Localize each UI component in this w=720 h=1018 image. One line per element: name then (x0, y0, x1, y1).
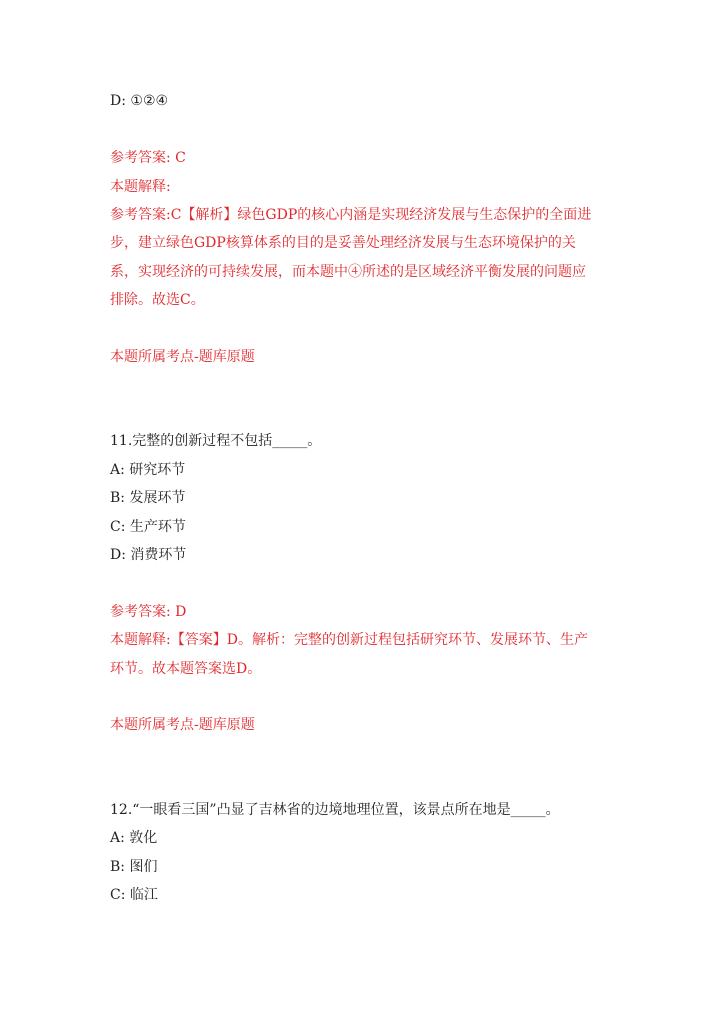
prev-explanation-line: 系，实现经济的可持续发展，而本题中④所述的是区域经济平衡发展的问题应 (110, 264, 586, 280)
prev-option-d: D: ①②④ (110, 93, 169, 109)
q12-option-b: B: 图们 (110, 859, 158, 875)
q11-option-b: B: 发展环节 (110, 490, 186, 506)
q11-source: 本题所属考点-题库原题 (110, 717, 255, 733)
prev-answer-label: 参考答案: C (110, 150, 186, 166)
q11-explanation-line: 环节。故本题答案选D。 (110, 661, 262, 677)
q11-option-c: C: 生产环节 (110, 519, 186, 535)
prev-explanation-line: 步，建立绿色GDP核算体系的目的是妥善处理经济发展与生态环境保护的关 (110, 235, 576, 251)
q11-option-a: A: 研究环节 (110, 462, 186, 478)
prev-explanation-label: 本题解释: (110, 179, 171, 195)
prev-source: 本题所属考点-题库原题 (110, 349, 255, 365)
q12-stem: 12.“一眼看三国”凸显了吉林省的边境地理位置，该景点所在地是_____。 (110, 802, 560, 818)
prev-explanation-line: 排除。故选C。 (110, 292, 205, 308)
q11-explanation-line: 本题解释:【答案】D。解析：完整的创新过程包括研究环节、发展环节、生产 (110, 632, 588, 648)
q12-option-c: C: 临江 (110, 887, 158, 903)
q12-option-a: A: 敦化 (110, 830, 158, 846)
q11-option-d: D: 消费环节 (110, 547, 187, 563)
q11-answer-label: 参考答案: D (110, 604, 187, 620)
prev-explanation-line: 参考答案:C【解析】绿色GDP的核心内涵是实现经济发展与生态保护的全面进 (110, 207, 592, 223)
q11-stem: 11.完整的创新过程不包括_____。 (110, 433, 322, 449)
